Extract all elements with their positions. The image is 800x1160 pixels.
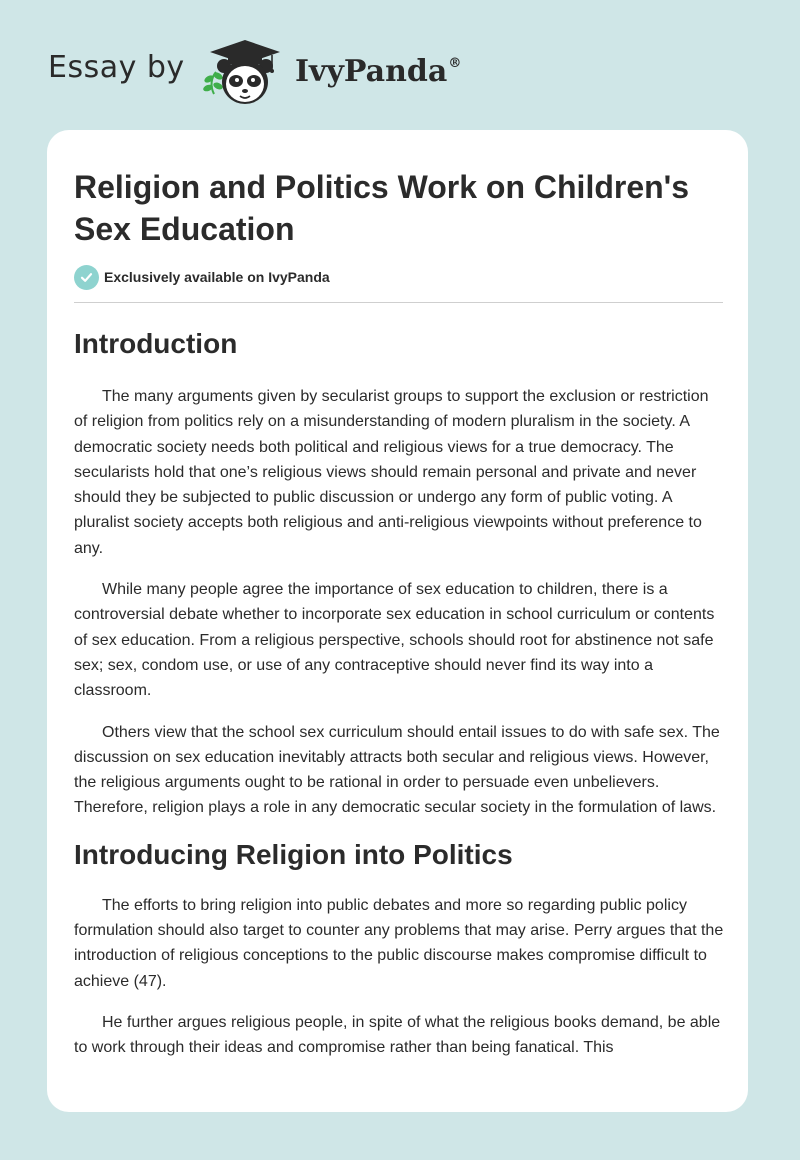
paragraph: While many people agree the importance of sex education to children, there is a controversial debate whether to incorporate sex education in school curriculum or contents of sex education. From a religious perspective, schools should root for abstinence not safe sex; sex, condom use, or use of any contraceptive should never find its way into a classroom. [74, 581, 715, 700]
brand-name[interactable] [295, 54, 460, 89]
exclusive-label: Exclusively available on IvyPanda [104, 269, 330, 285]
section-heading-introduction: Introduction [74, 328, 238, 359]
exclusive-badge [74, 264, 330, 290]
brand-wordmark: IvyPanda [295, 54, 448, 89]
registered-mark: ® [448, 56, 462, 71]
essay-by-label: Essay by [48, 50, 185, 85]
title-divider [74, 302, 723, 303]
essay-body [74, 326, 726, 1077]
panda-graduate-icon[interactable] [200, 36, 290, 108]
check-circle-icon [74, 265, 99, 290]
section-heading-religion-politics: Introducing Religion into Politics [74, 838, 513, 870]
paragraph: He further argues religious people, in spite of what the religious books demand, be able to work through their ideas and compromise rather than being fanatical. This [74, 1013, 721, 1057]
paragraph: The efforts to bring religion into public debates and more so regarding public policy formulation should also target to counter any problems that may arise. Perry argues that the introduction of religious conceptions to the public discourse makes compromise difficult to achieve (47). [74, 896, 724, 990]
paragraph: The many arguments given by secularist groups to support the exclusion or restriction of religion from politics rely on a misunderstanding of modern pluralism in the society. A democratic society needs both political and religious views for a true democracy. The secularists hold that one’s religious views should remain personal and private and never should they be subjected to public discussion or undergo any form of public voting. A pluralist society accepts both religious and anti-religious viewpoints without preference to any. [74, 388, 709, 557]
site-header [0, 0, 800, 130]
essay-title: Religion and Politics Work on Children's Sex Education [74, 169, 690, 247]
paragraph: Others view that the school sex curriculum should entail issues to do with safe sex. The discussion on sex education inevitably attracts both secular and religious views. However, the religious arguments ought to be rational in order to persuade even unbelievers. Therefore, religion plays a role in any democratic secular society in the formulation of laws. [74, 723, 720, 817]
essay-card [47, 130, 748, 1112]
